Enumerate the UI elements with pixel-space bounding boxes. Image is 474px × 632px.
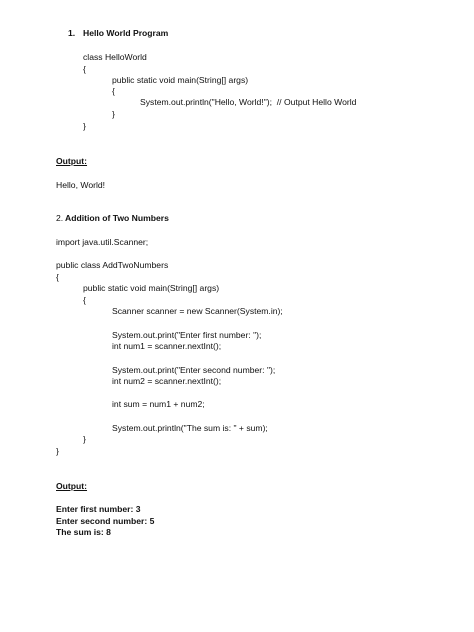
output-heading: Output: [56, 156, 88, 166]
code-line: import java.util.Scanner; [56, 237, 149, 247]
section1-title: Hello World Program [83, 28, 169, 38]
code-line: System.out.print("Enter first number: "); [112, 330, 262, 340]
code-line: int num1 = scanner.nextInt(); [112, 341, 222, 351]
code-line: { [83, 295, 86, 305]
code-line: { [83, 64, 86, 74]
output-heading: Output: [56, 481, 88, 491]
output-line: Hello, World! [56, 180, 106, 190]
output-line: The sum is: 8 [56, 527, 111, 537]
section2-number: 2. [56, 213, 64, 223]
code-line: { [56, 272, 59, 282]
output-line: Enter first number: 3 [56, 504, 141, 514]
code-line: int num2 = scanner.nextInt(); [112, 376, 222, 386]
code-line: int sum = num1 + num2; [112, 399, 205, 409]
code-line: { [112, 86, 115, 96]
code-line: } [56, 446, 59, 456]
output-line: Enter second number: 5 [56, 516, 155, 526]
section2-title: Addition of Two Numbers [65, 213, 169, 223]
code-line: System.out.print("Enter second number: "); [112, 365, 276, 375]
code-line: public static void main(String[] args) [83, 283, 220, 293]
section1-number: 1. [68, 28, 76, 38]
code-line: } [112, 109, 115, 119]
code-line: class HelloWorld [83, 52, 147, 62]
code-line: } [83, 121, 86, 131]
code-line: public static void main(String[] args) [112, 75, 249, 85]
code-line: System.out.println("Hello, World!"); // Output Hello World [140, 97, 357, 107]
code-line: public class AddTwoNumbers [56, 260, 169, 270]
code-line: Scanner scanner = new Scanner(System.in); [112, 306, 283, 316]
code-line: } [83, 434, 86, 444]
code-line: System.out.println("The sum is: " + sum); [112, 423, 268, 433]
